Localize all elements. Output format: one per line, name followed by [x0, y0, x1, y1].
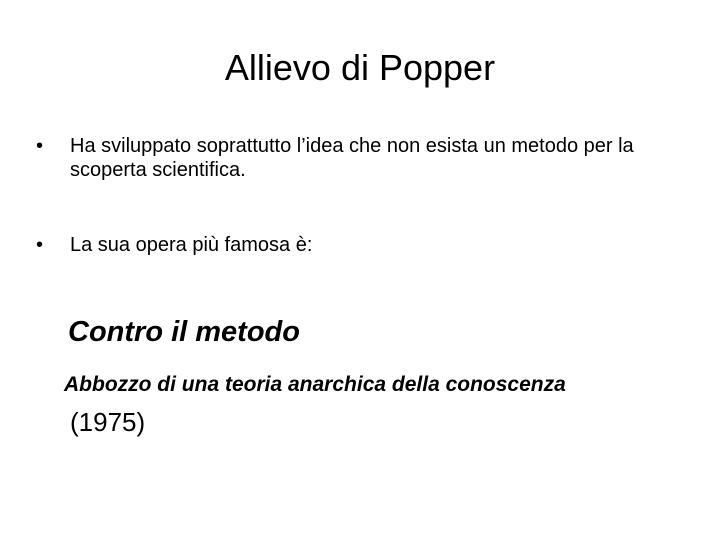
slide-title: Allievo di Popper — [224, 47, 496, 88]
book-subtitle: Abbozzo di una teoria anarchica della conoscenza — [64, 373, 566, 396]
bullet-item — [36, 134, 686, 182]
bullet-marker: • — [36, 135, 44, 157]
bullet-marker: • — [36, 234, 44, 256]
bullet-item — [36, 233, 686, 257]
book-title: Contro il metodo — [68, 316, 300, 348]
book-year: (1975) — [70, 407, 146, 437]
bullet-text: Ha sviluppato soprattutto l’idea che non esista un metodo per la scoperta scientifica. — [70, 135, 634, 181]
bullet-text: La sua opera più famosa è: — [70, 234, 313, 256]
